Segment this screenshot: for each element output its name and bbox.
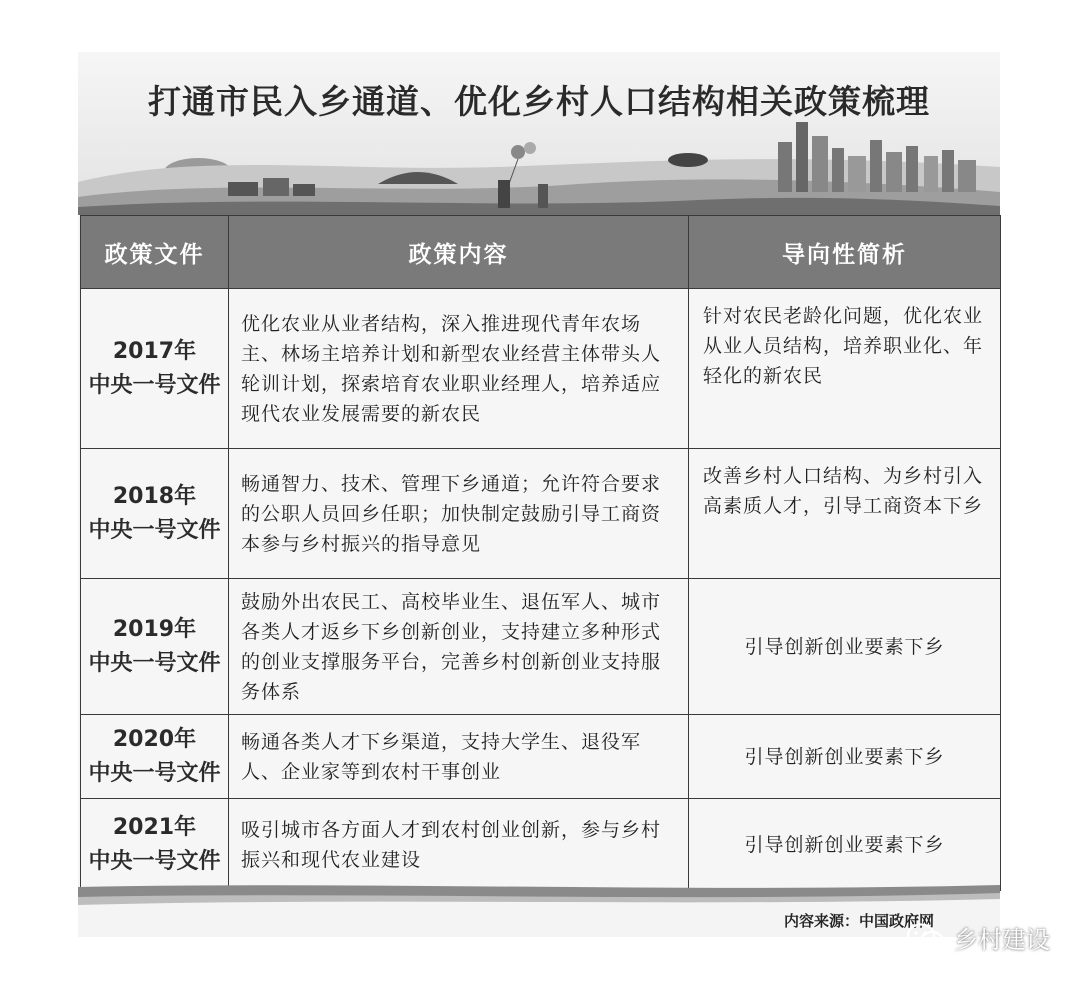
policy-content-cell: 鼓励外出农民工、高校毕业生、退伍军人、城市各类人才返乡下乡创新创业，支持建立多种形式的创业支撑服务平台，完善乡村创新创业支持服务体系 [229,579,689,715]
guidance-analysis-cell: 改善乡村人口结构、为乡村引入高素质人才，引导工商资本下乡 [689,449,1001,579]
table-header-row [81,216,1001,289]
page-title: 打通市民入乡通道、优化乡村人口结构相关政策梳理 [148,82,930,121]
policy-document-cell [81,799,229,891]
document-year: 2020年 [112,726,197,752]
document-name: 中央一号文件 [88,372,221,398]
header-policy-content: 政策内容 [229,216,689,289]
landscape-illustration [78,112,1000,215]
header-guidance-analysis: 导向性简析 [689,216,1001,289]
document-name: 中央一号文件 [88,650,221,676]
document-year: 2017年 [112,338,197,364]
guidance-analysis-cell: 引导创新创业要素下乡 [689,799,1001,891]
content-source: 内容来源：中国政府网 [783,912,934,930]
document-name: 中央一号文件 [88,760,221,786]
table-row [81,715,1001,799]
policy-content-cell: 畅通各类人才下乡渠道，支持大学生、退役军人、企业家等到农村干事创业 [229,715,689,799]
header-policy-document: 政策文件 [81,216,229,289]
document-year: 2018年 [112,483,197,509]
policy-document-cell [81,449,229,579]
table-row [81,799,1001,891]
wechat-icon [906,922,946,954]
decorative-swoosh [78,879,1000,909]
document-year: 2019年 [112,616,197,642]
policy-table [80,215,1001,891]
guidance-analysis-cell: 针对农民老龄化问题，优化农业从业人员结构，培养职业化、年轻化的新农民 [689,289,1001,449]
banner [78,52,1000,215]
table-row [81,289,1001,449]
policy-document-cell [81,289,229,449]
table-row [81,579,1001,715]
policy-content-cell: 畅通智力、技术、管理下乡通道；允许符合要求的公职人员回乡任职；加快制定鼓励引导工商资本参与乡村振兴的指导意见 [229,449,689,579]
guidance-analysis-cell: 引导创新创业要素下乡 [689,715,1001,799]
watermark [906,920,1050,955]
guidance-analysis-cell: 引导创新创业要素下乡 [689,579,1001,715]
document-name: 中央一号文件 [88,848,221,874]
policy-document-cell [81,579,229,715]
policy-content-cell: 吸引城市各方面人才到农村创业创新，参与乡村振兴和现代农业建设 [229,799,689,891]
infographic-sheet [78,52,1000,937]
document-year: 2021年 [112,814,197,840]
table-row [81,449,1001,579]
watermark-text: 乡村建设 [954,926,1050,954]
policy-content-cell: 优化农业从业者结构，深入推进现代青年农场主、林场主培养计划和新型农业经营主体带头人轮训计划，探索培育农业职业经理人，培养适应现代农业发展需要的新农民 [229,289,689,449]
document-name: 中央一号文件 [88,517,221,543]
policy-document-cell [81,715,229,799]
policy-table-container [80,215,1000,891]
